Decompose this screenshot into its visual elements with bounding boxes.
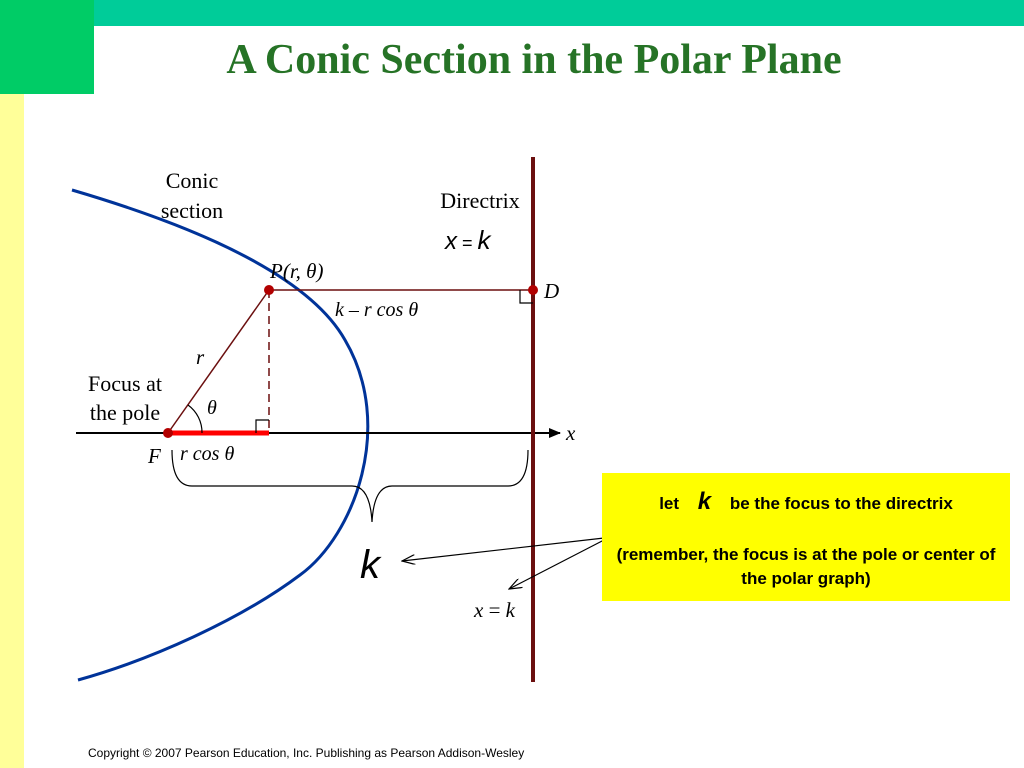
callout-line-1 — [602, 488, 1010, 516]
callout-k: k — [697, 488, 712, 515]
distance-pd-label: k – r cos θ — [335, 299, 419, 321]
callout-box — [602, 473, 1010, 601]
directrix-eq-x: x — [445, 228, 457, 255]
callout-let: let — [659, 494, 680, 513]
callout-note: (remember, the focus is at the pole or center of the polar graph) — [616, 545, 996, 588]
point-f-label: F — [148, 444, 161, 468]
directrix-eq-k: k — [477, 225, 491, 255]
point-p — [264, 285, 274, 295]
focus-label-line1: Focus at — [88, 371, 162, 396]
x-eq-k-equals: = — [483, 598, 506, 622]
directrix-equation — [444, 225, 493, 255]
directrix-label: Directrix — [440, 188, 520, 213]
callout-arrow-to-k — [402, 538, 604, 561]
r-cos-theta-label: r cos θ — [180, 443, 235, 465]
x-axis-label: x — [566, 421, 576, 445]
point-p-label: P(r, θ) — [270, 259, 324, 283]
x-equals-k-label — [473, 598, 516, 622]
angle-arc — [188, 405, 202, 433]
x-eq-k-x: x — [474, 598, 484, 622]
point-f — [163, 428, 173, 438]
brace-k-label: k — [360, 543, 380, 587]
radius-line — [168, 290, 269, 433]
directrix-eq-equals: = — [457, 233, 478, 253]
focus-label-line2: the pole — [89, 400, 161, 425]
conic-label-line1: Conic — [165, 168, 219, 193]
copyright-footer: Copyright © 2007 Pearson Education, Inc. Publishing as Pearson Addison-Wesley — [88, 746, 525, 760]
radius-label: r — [196, 345, 205, 369]
conic-label-line2: section — [160, 198, 224, 223]
callout-rest: be the focus to the directrix — [729, 494, 953, 513]
angle-label: θ — [207, 397, 217, 419]
point-d-label: D — [544, 279, 560, 303]
point-d — [528, 285, 538, 295]
x-eq-k-k: k — [505, 598, 515, 622]
slide-title: A Conic Section in the Polar Plane — [226, 37, 842, 83]
